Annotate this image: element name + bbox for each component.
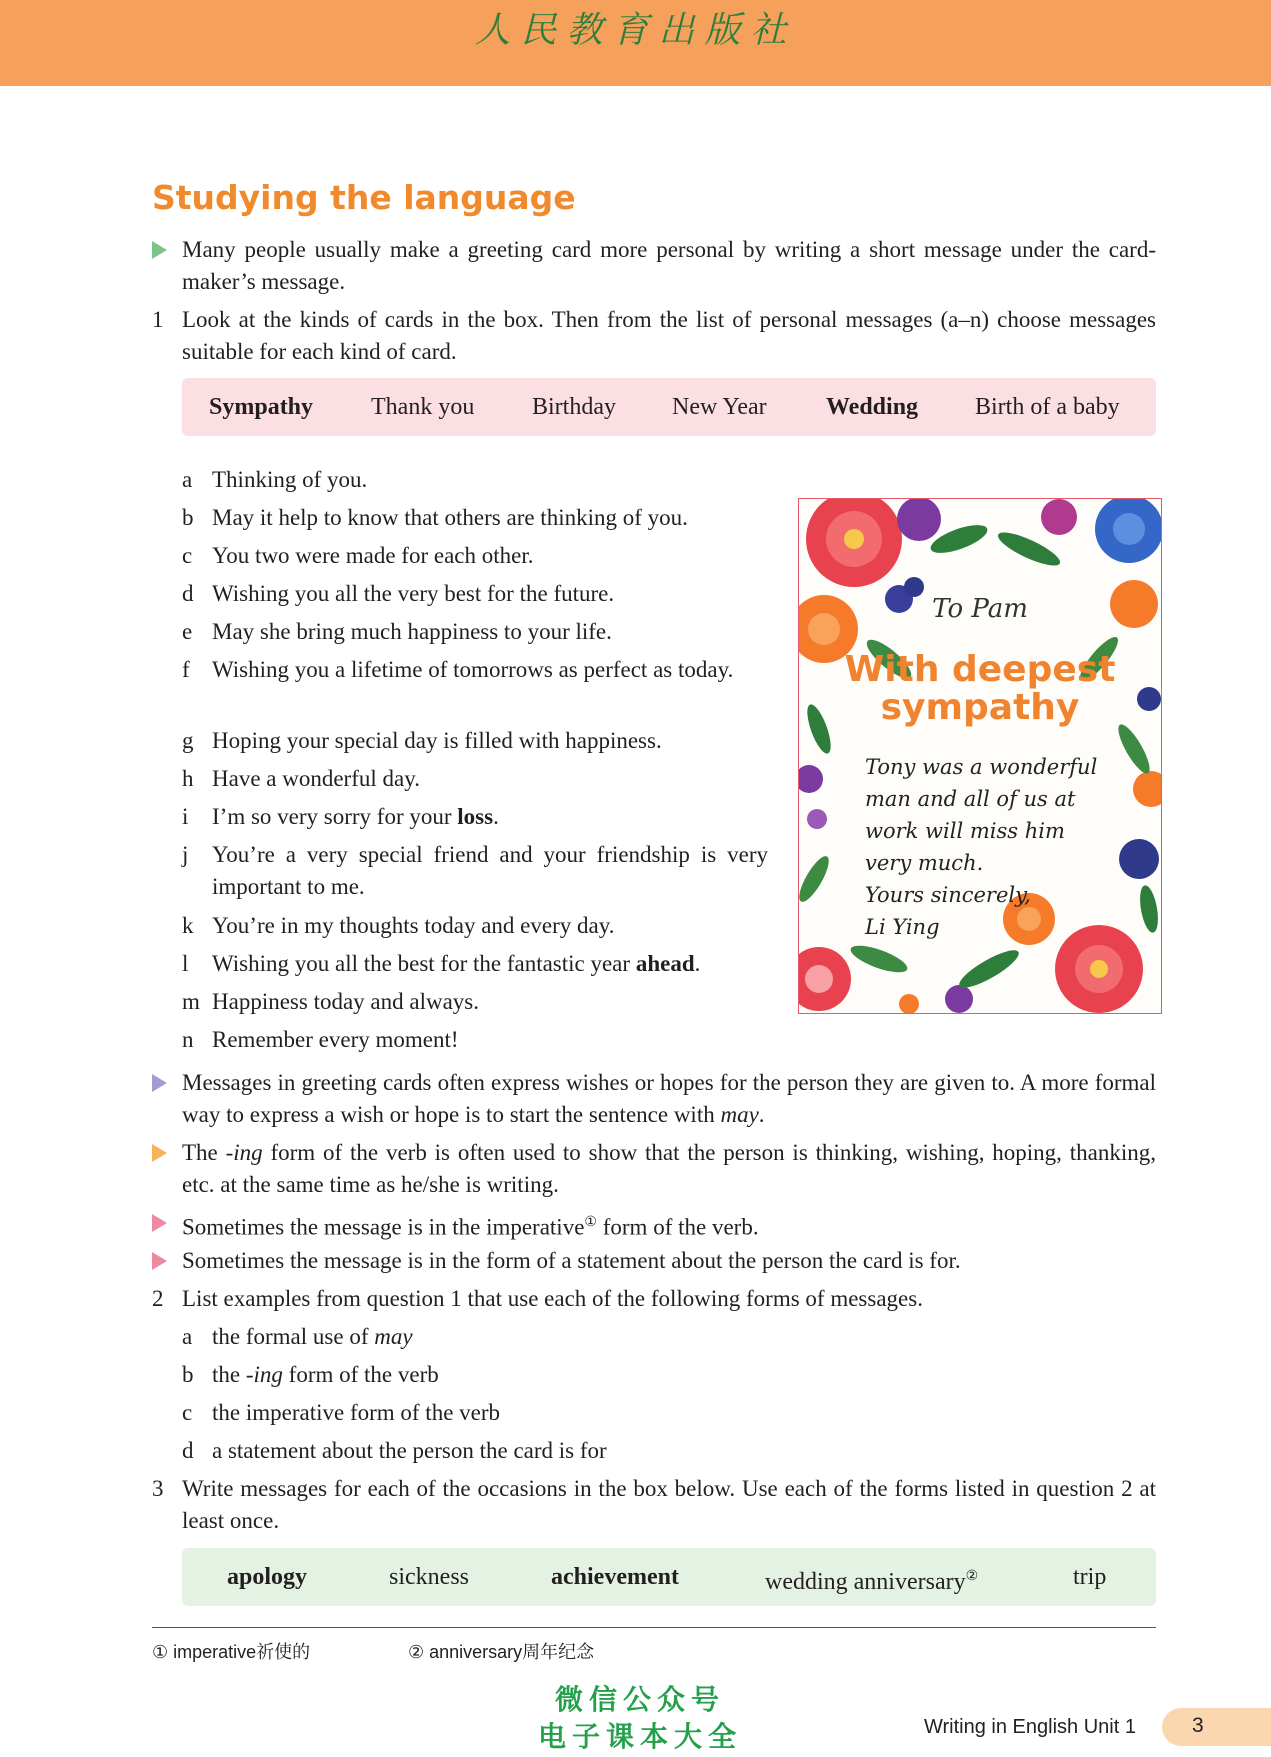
tip-italic: -ing bbox=[225, 1140, 263, 1165]
watermark-line: 微信公众号 bbox=[554, 1683, 725, 1716]
footnote-marker: ① bbox=[584, 1215, 597, 1230]
purple-triangle-icon bbox=[152, 1074, 167, 1092]
question-3-text: Write messages for each of the occasions in the box below. Use each of the forms listed in question 2 at least once. bbox=[182, 1476, 1156, 1533]
list-item-keyword: ahead bbox=[635, 951, 695, 976]
list-item: Wishing you a lifetime of tomorrows as perfect as today. bbox=[212, 657, 734, 682]
sympathy-card-image bbox=[798, 498, 1162, 1014]
list-item: You’re in my thoughts today and every day. bbox=[212, 913, 615, 938]
list-letter: l bbox=[182, 951, 189, 976]
list-letter: e bbox=[182, 619, 193, 644]
page-number: 3 bbox=[1192, 1714, 1204, 1737]
publisher-logo: 人民教育出版社 bbox=[474, 10, 797, 51]
tip-text: form of the verb. bbox=[596, 1214, 759, 1240]
list-letter: a bbox=[182, 467, 193, 492]
list-letter: n bbox=[182, 1027, 194, 1052]
list-item: Hoping your special day is filled with happiness. bbox=[212, 728, 662, 753]
tip-text: form of the verb is often used to show that the person is thinking, wishing, hoping, thanking, etc. at the same time as he/she is writing. bbox=[182, 1140, 1156, 1197]
occasion-item: sickness bbox=[389, 1564, 469, 1590]
footer-unit-label: Writing in English Unit 1 bbox=[924, 1716, 1136, 1738]
question-2-text: List examples from question 1 that use each of the following forms of messages. bbox=[182, 1286, 923, 1311]
list-letter: m bbox=[182, 989, 200, 1014]
list-letter: b bbox=[182, 1362, 194, 1387]
list-item: You two were made for each other. bbox=[212, 543, 534, 568]
occasion-item: trip bbox=[1073, 1564, 1107, 1590]
footnote-anniversary: ② anniversary周年纪念 bbox=[408, 1642, 595, 1662]
occasion-item: achievement bbox=[551, 1564, 679, 1590]
list-item: You’re a very special friend and your friendship is very important to me. bbox=[212, 842, 768, 899]
occasions-box bbox=[182, 1548, 1156, 1606]
list-item: Wishing you all the very best for the future. bbox=[212, 581, 615, 606]
footnote-divider bbox=[152, 1627, 1156, 1628]
list-item: Remember every moment! bbox=[212, 1027, 459, 1052]
card-message bbox=[865, 751, 1115, 943]
list-item-text: I’m so very sorry for your bbox=[212, 804, 458, 829]
tip-text: Sometimes the message is in the imperative bbox=[182, 1214, 585, 1240]
question-number: 2 bbox=[152, 1286, 164, 1311]
list-item bbox=[212, 1321, 1112, 1353]
tip-may bbox=[182, 1067, 1156, 1131]
footnote-imperative: ① imperative祈使的 bbox=[152, 1642, 311, 1662]
card-message-line: work will miss him bbox=[865, 819, 1065, 843]
list-letter: a bbox=[182, 1324, 193, 1349]
list-item-italic: may bbox=[374, 1324, 413, 1349]
list-letter: k bbox=[182, 913, 194, 938]
card-type-item: Birth of a baby bbox=[975, 394, 1120, 420]
tip-statement: Sometimes the message is in the form of a statement about the person the card is for. bbox=[182, 1248, 961, 1273]
card-type-item: Birthday bbox=[532, 394, 616, 420]
list-item: Thinking of you. bbox=[212, 467, 368, 492]
intro-paragraph: Many people usually make a greeting card more personal by writing a short message under the card-maker’s message. bbox=[182, 237, 1156, 294]
list-item bbox=[212, 1397, 1112, 1429]
list-item-text: the bbox=[212, 1362, 246, 1387]
watermark-line: 电子课本大全 bbox=[537, 1720, 742, 1753]
tip-italic: may bbox=[720, 1102, 759, 1127]
card-recipient: To Pam bbox=[932, 594, 1028, 624]
list-letter: c bbox=[182, 1400, 193, 1425]
list-item bbox=[212, 1435, 1112, 1467]
list-item: May she bring much happiness to your life. bbox=[212, 619, 612, 644]
page-number-tab bbox=[1162, 1708, 1271, 1746]
tip-imperative bbox=[182, 1207, 1156, 1244]
list-letter: d bbox=[182, 581, 194, 606]
card-type-item: Wedding bbox=[826, 394, 919, 420]
list-item-text: form of the verb bbox=[282, 1362, 439, 1387]
list-item: May it help to know that others are thinking of you. bbox=[212, 505, 688, 530]
list-item: Happiness today and always. bbox=[212, 989, 479, 1014]
tip-text: The bbox=[182, 1140, 226, 1165]
card-message-line: man and all of us at bbox=[865, 787, 1076, 811]
card-message-line: very much. bbox=[865, 851, 984, 875]
list-letter: f bbox=[182, 657, 190, 682]
list-item-punct: . bbox=[493, 804, 499, 829]
card-heading bbox=[799, 651, 1161, 727]
list-letter: g bbox=[182, 728, 194, 753]
occasion-item: apology bbox=[227, 1564, 308, 1590]
list-item: Have a wonderful day. bbox=[212, 766, 420, 791]
tip-ing bbox=[182, 1137, 1156, 1201]
list-letter: d bbox=[182, 1438, 194, 1463]
list-item-punct: . bbox=[694, 951, 701, 976]
card-message-line: Li Ying bbox=[865, 915, 940, 939]
list-item-text: Wishing you all the best for the fantastic year bbox=[212, 951, 636, 976]
list-item-text: a statement about the person the card is for bbox=[212, 1438, 607, 1463]
pink-triangle-icon bbox=[152, 1252, 167, 1270]
list-item bbox=[212, 948, 772, 980]
tip-text: Messages in greeting cards often express wishes or hopes for the person they are given to. A more formal way to express a wish or hope is to start the sentence with bbox=[182, 1070, 1156, 1127]
list-letter: i bbox=[182, 804, 189, 829]
card-type-item: New Year bbox=[672, 394, 767, 420]
tip-text: . bbox=[758, 1102, 765, 1127]
card-message-line: Yours sincerely, bbox=[865, 883, 1031, 907]
list-item-italic: -ing bbox=[245, 1362, 283, 1387]
list-letter: h bbox=[182, 766, 194, 791]
list-letter: b bbox=[182, 505, 194, 530]
list-item-keyword: loss bbox=[457, 804, 494, 829]
card-type-item: Thank you bbox=[371, 394, 475, 420]
list-item bbox=[212, 1359, 1112, 1391]
green-triangle-icon bbox=[152, 241, 167, 259]
pink-triangle-icon bbox=[152, 1214, 167, 1232]
list-letter: c bbox=[182, 543, 193, 568]
section-title: Studying the language bbox=[152, 178, 576, 217]
list-item-text: the imperative form of the verb bbox=[212, 1400, 501, 1425]
card-heading-line: With deepest bbox=[844, 649, 1116, 690]
list-item bbox=[212, 801, 772, 833]
question-1-text: Look at the kinds of cards in the box. Then from the list of personal messages (a–n) choose messages suitable for each kind of card. bbox=[182, 307, 1156, 364]
question-number: 1 bbox=[152, 307, 164, 332]
occasion-item bbox=[765, 1548, 978, 1611]
list-letter: j bbox=[182, 842, 189, 867]
occasion-text: wedding anniversary bbox=[765, 1569, 966, 1595]
footnote-marker: ② bbox=[965, 1569, 979, 1584]
question-number: 3 bbox=[152, 1476, 164, 1501]
card-type-item: Sympathy bbox=[209, 394, 314, 420]
card-types-box bbox=[182, 378, 1156, 436]
card-heading-line: sympathy bbox=[880, 687, 1080, 728]
list-item-text: the formal use of bbox=[212, 1324, 375, 1349]
card-message-line: Tony was a wonderful bbox=[865, 755, 1098, 779]
orange-triangle-icon bbox=[152, 1144, 167, 1162]
